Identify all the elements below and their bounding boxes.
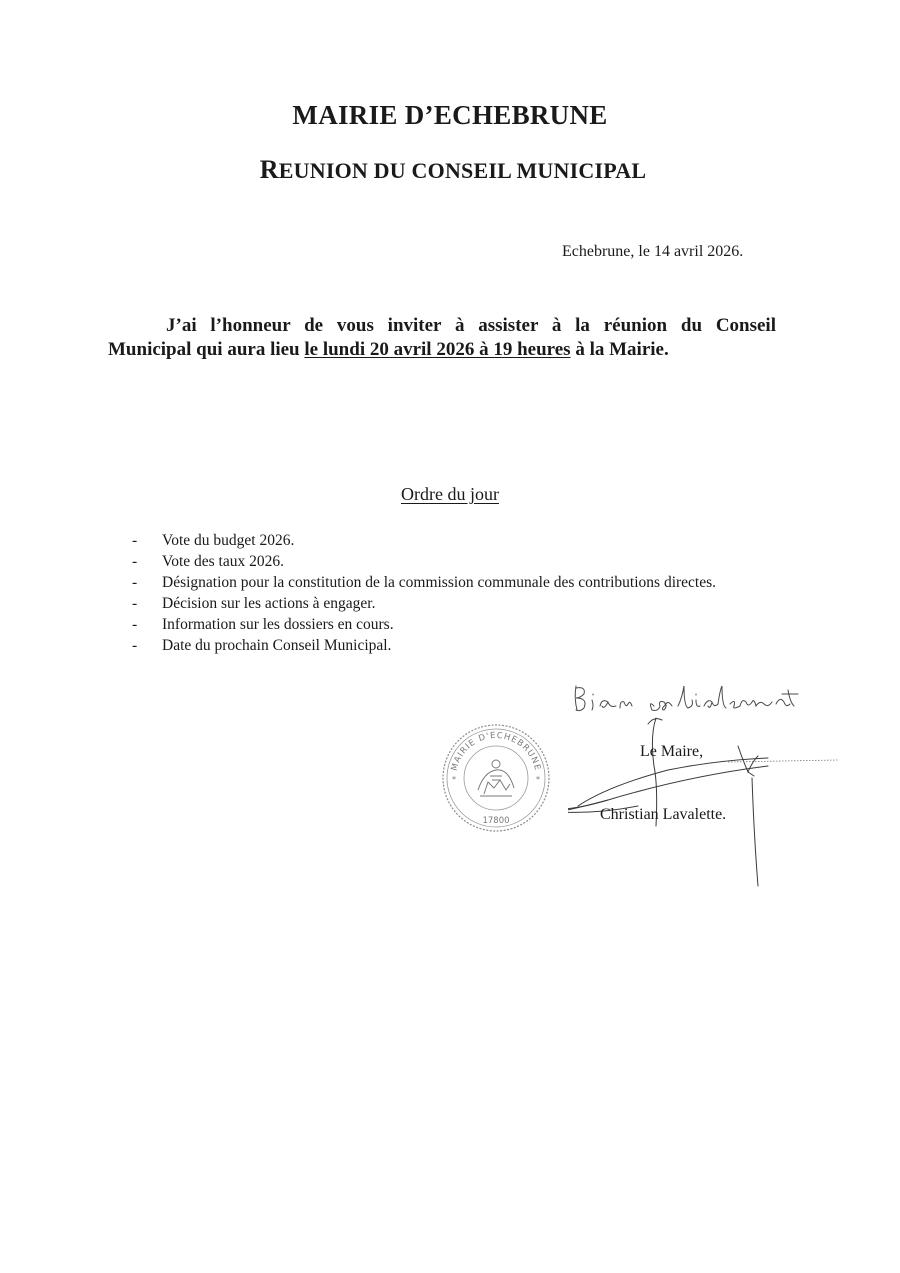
svg-text:*: * (452, 775, 456, 784)
municipal-seal-icon (440, 722, 552, 834)
agenda-item-text: Vote du budget 2026. (162, 532, 295, 549)
agenda-item (132, 593, 772, 614)
svg-text:MAIRIE D'ECHEBRUNE (450, 731, 543, 772)
agenda-item (132, 572, 772, 593)
agenda-item (132, 635, 772, 656)
agenda-title: Ordre du jour (401, 484, 499, 504)
agenda-item-text: Vote des taux 2026. (162, 553, 284, 570)
agenda-item-text: Désignation pour la constitution de la commission communale des contributions directes. (162, 574, 717, 591)
bullet-dash: - (132, 595, 138, 612)
bullet-dash: - (132, 574, 138, 591)
seal-postal-code: 17800 (482, 816, 510, 826)
bullet-dash: - (132, 532, 138, 549)
mayor-title: Le Maire, (640, 743, 704, 760)
agenda-list (132, 530, 772, 656)
agenda-item (132, 614, 772, 635)
agenda-item-text: Date du prochain Conseil Municipal. (162, 637, 392, 654)
agenda-item (132, 551, 772, 572)
bullet-dash: - (132, 637, 138, 654)
invitation-line-1: J’ai l’honneur de vous inviter à assister à la réunion du Conseil (166, 315, 776, 336)
mayor-name: Christian Lavalette. (600, 806, 727, 823)
document-subtitle (0, 155, 900, 185)
invitation-line-2 (108, 338, 776, 362)
handwritten-signature-icon (568, 676, 848, 896)
subtitle-rest: EUNION DU CONSEIL MUNICIPAL (278, 158, 647, 183)
invitation-line-2-suffix: à la Mairie. (570, 339, 669, 360)
bullet-dash: - (132, 616, 138, 633)
svg-text:*: * (536, 775, 540, 784)
agenda-item-text: Information sur les dossiers en cours. (162, 616, 394, 633)
agenda-item (132, 530, 772, 551)
meeting-datetime: le lundi 20 avril 2026 à 19 heures (304, 339, 571, 360)
subtitle-initial: R (259, 155, 279, 184)
bullet-dash: - (132, 553, 138, 570)
invitation-line-2-prefix: Municipal qui aura lieu (108, 339, 305, 360)
invitation-paragraph (108, 314, 776, 362)
seal-text: MAIRIE D'ECHEBRUNE (449, 730, 543, 773)
date-line: Echebrune, le 14 avril 2026. (562, 243, 744, 260)
document-title: MAIRIE D’ECHEBRUNE (292, 100, 608, 130)
agenda-item-text: Décision sur les actions à engager. (162, 595, 376, 612)
